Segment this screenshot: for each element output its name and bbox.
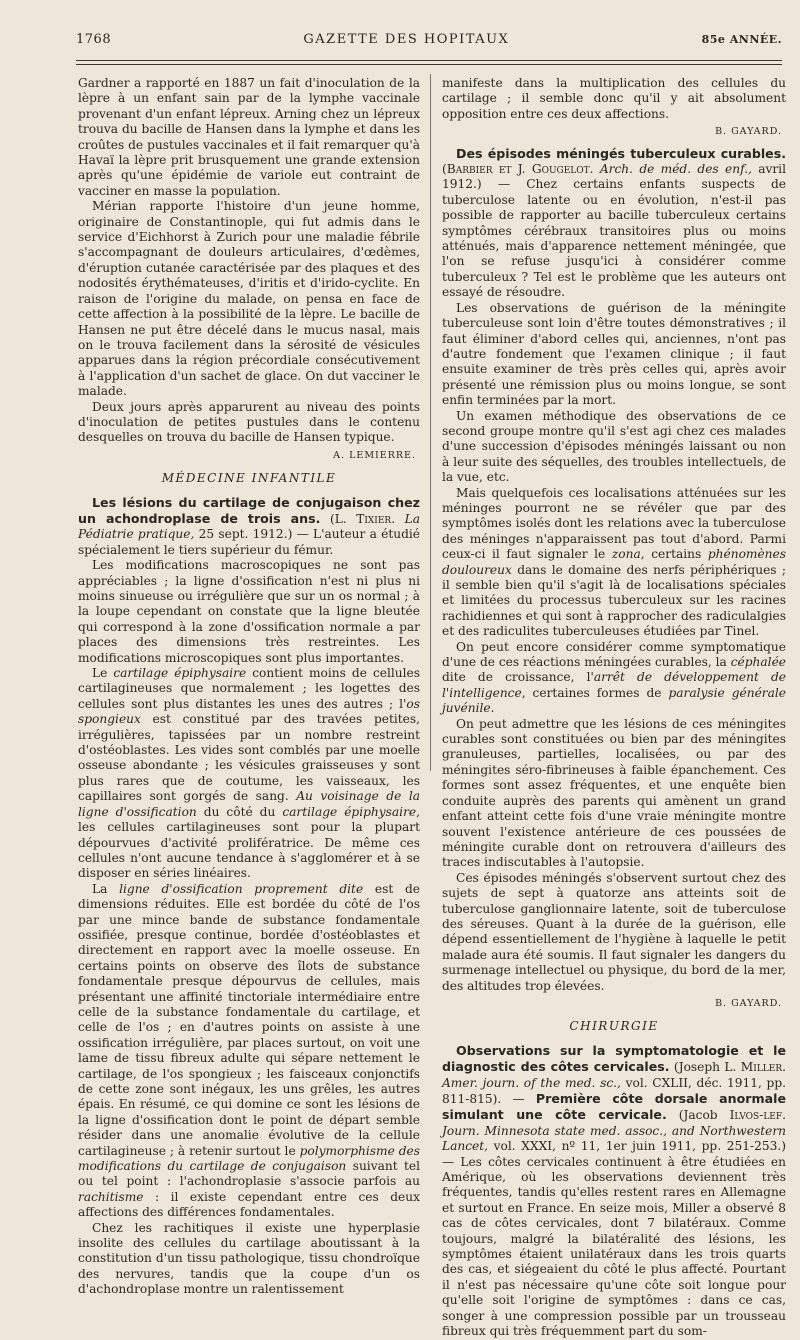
paragraph bbox=[442, 486, 786, 640]
text-run: On peut encore considérer comme symptomatique d'une de ces réactions méningées curables, la bbox=[442, 639, 786, 670]
header-rule-top bbox=[76, 60, 782, 61]
paragraph bbox=[442, 640, 786, 717]
column-divider bbox=[430, 74, 431, 771]
article-title: Première côte dorsale anormale simulant une côte cervicale. bbox=[442, 1091, 786, 1123]
text-run: dite de croissance, l' bbox=[442, 670, 594, 685]
text-run: est constitué par des travées petites, irrégulières, tapissées par un nombre restreint d'ostéoblastes. Les vides sont comblés par une moelle osseuse abondante ; les vésicules graisseuses y sont plus rares que de coutume, les vaisseaux, les capillaires sont gorgés de sang. bbox=[78, 712, 420, 804]
text-run: suivant tel ou tel point : l'achondroplasie s'associe parfois au bbox=[78, 1159, 420, 1189]
paragraph: Mérian rapporte l'histoire d'un jeune homme, originaire de Constantinople, qui fut admis dans le service d'Eichhorst à Zurich pour une maladie fébrile s'accompagnant de douleurs articulaires, d'œdèmes, d'éruption cutanée caractérisée par des plaques et des nodosités érythémateuses, d'iritis et d'irido-cyclite. En raison de l'origine du malade, on pensa en face de cette affection à la possibilité de la lèpre. Le bacille de Hansen ne put être décelé dans le mucus nasal, mais on le trouva facilement dans la sérosité de vésicules apparues dans la région précordiale consécutivement à l'application d'un sachet de glace. On dut vacciner le malade. bbox=[78, 199, 420, 399]
reference-text: 25 sept. 1912.) — L'auteur a étudié spécialement le tiers supérieur du fémur. bbox=[78, 527, 421, 557]
paragraph: On peut admettre que les lésions de ces méningites curables sont constituées ou bien par des méningites granuleuses, partielles, localisées, ou par des méningites séro-fibrineuses à faible épanchement. Ces formes sont assez fréquentes, et une enquête bien conduite auprès des parents qui amènent un grand enfant atteint cette fois d'une vraie méningite montre souvent l'existence antérieure de ces poussées de méningite curable dont on retrouvera d'ailleurs des traces indiscutables à l'autopsie. bbox=[442, 716, 786, 870]
text-run: est de dimensions réduites. Elle est bordée du côté de l'os par une mince bande de substance fondamentale ossifiée, presque continue, bordée d'ostéoblastes et directement en rapport avec la moelle osseuse. En certains points on observe des îlots de substance fondamentale presque dépourvus de cellules, mais présentant une affinité tinctoriale intermédiaire entre celle de la substance fondamentale du cartilage, et celle de l'os ; en d'autres points on assiste à une ossification irrégulière, par places surtout, on voit une lame de tissu fibreux adulte qui sépare nettement le cartilage, de l'os spongieux ; les faisceaux conjonctifs de cette zone sont inégaux, les uns grêles, les autres épais. En résumé, ce qui domine ce sont les lésions de la ligne d'ossification dont le point de départ semble résider dans une anomalie évolutive de la cellule cartilagineuse ; à retenir surtout le bbox=[78, 881, 421, 1158]
paragraph: Gardner a rapporté en 1887 un fait d'inoculation de la lèpre à un enfant sain par de la lymphe vaccinale provenant d'un enfant lépreux. Arning chez un lépreux trouva du bacille de Hansen dans la lymphe et dans les croûtes de pustules vaccinales et il fait remarquer qu'à Havaï la lèpre prit brusquement une grande extension après qu'une épidémie de variole eut contraint de vacciner en masse la population. bbox=[78, 76, 420, 198]
text-run: Mais quelquefois ces localisations atténuées sur les méninges pourront ne se révéler que par des symptômes isolés dont les relations avec la tuberculose des méninges n'apparaissent pas tout d'abord. Parmi ceux-ci il faut signaler le bbox=[442, 485, 786, 562]
author-name: Tixier bbox=[356, 511, 392, 526]
author-name: Miller bbox=[740, 1060, 783, 1075]
text-run: La bbox=[92, 881, 120, 896]
reference-text: vol. XXXI, nº 11, 1er juin 1911, pp. 251-253.) — Les côtes cervicales continuent à être étudiées en Amérique, où les observations deviennent très fréquentes, tandis qu'elles restent rares en Allemagne et surtout en France. En seize mois, Miller a observé 8 cas de côtes cervicales, dont 7 bilatéraux. Comme toujours, malgré la bilatéralité des lésions, les symptômes étaient unilatéraux dans les trois quarts des cas, et siégeaient du côté le plus affecté. Pourtant il n'est pas nécessaire qu'une côte soit longue pour qu'elle soit l'origine de symptômes : dans ce cas, songer à une compression possible par un trousseau fibreux qui très fréquemment part du som- bbox=[442, 1139, 786, 1339]
reference-text: vol. CXLII, déc. 1911, pp. 811-815). — bbox=[442, 1075, 786, 1106]
page-number: 1768 bbox=[76, 32, 112, 47]
reference-text: . bbox=[391, 511, 405, 526]
reference-text: . bbox=[782, 1060, 786, 1075]
emphasis: polymorphisme des modifications du cartilage de conjugaison bbox=[78, 1143, 420, 1174]
reference-text: . bbox=[782, 1108, 787, 1123]
text-run: . bbox=[490, 701, 495, 716]
article-title: Des épisodes méningés tuberculeux curables. bbox=[456, 145, 786, 161]
issue-label: 85e ANNÉE. bbox=[701, 33, 782, 46]
emphasis: céphalée bbox=[730, 655, 786, 670]
right-column bbox=[442, 76, 787, 1339]
journal-name: Arch. de méd. des enf., bbox=[599, 162, 752, 177]
article-intro bbox=[78, 495, 420, 559]
text-run: , certains bbox=[640, 547, 708, 562]
journal-name: Journ. Minnesota state med. assoc., and Northwestern Lancet, bbox=[442, 1123, 786, 1154]
emphasis: Au voisinage de la ligne d'ossification bbox=[78, 789, 420, 819]
author-name: Ilvos-lef bbox=[729, 1108, 783, 1123]
author-name: Barbier et J. Gougelot bbox=[446, 162, 590, 177]
paragraph bbox=[78, 882, 420, 1221]
journal-name: La Pédiatrie pratique, bbox=[78, 511, 420, 542]
journal-name: Amer. journ. of the med. sc., bbox=[442, 1075, 621, 1090]
signature: B. GAYARD. bbox=[715, 997, 782, 1009]
text-run: : il existe cependant entre ces deux affections des différences fondamentales. bbox=[78, 1189, 420, 1220]
signature: B. GAYARD. bbox=[715, 126, 782, 138]
article-title: Les lésions du cartilage de conjugaison chez un achondroplase de trois ans. bbox=[78, 494, 420, 526]
text-run: du côté du bbox=[196, 804, 283, 819]
text-run: contient moins de cellules cartilagineuses que normalement ; les logettes des cellules sont plus distantes les unes des autres ; l' bbox=[78, 666, 420, 711]
emphasis: cartilage épiphysaire bbox=[113, 666, 247, 681]
paragraph: Les modifications macroscopiques ne sont pas appréciables ; la ligne d'ossification n'est ni plus ni moins sinueuse ou irrégulière que sur un os normal ; à la loupe cependant on constate que la ligne bleutée qui correspond à la zone d'ossification normale a par places des dimensions très restreintes. Les modifications microscopiques sont plus importantes. bbox=[78, 558, 420, 665]
emphasis: cartilage épiphysaire bbox=[282, 804, 417, 819]
text-run: Le bbox=[92, 666, 114, 681]
paragraph: Un examen méthodique des observations de ce second groupe montre qu'il s'est agi chez ces malades d'une succession d'épisodes méningés laissant ou non à leur suite des séquelles, des troubles intellectuels, de la vue, etc. bbox=[442, 408, 786, 485]
signature: A. LEMIERRE. bbox=[333, 449, 416, 461]
reference-text: (L. bbox=[320, 511, 357, 526]
article-intro bbox=[442, 1043, 786, 1340]
article-title: Observations sur la symptomatologie et le diagnostic des côtes cervicales. bbox=[442, 1042, 786, 1075]
emphasis: zona bbox=[611, 547, 641, 562]
emphasis: phénomènes douloureux bbox=[442, 547, 786, 577]
running-header bbox=[76, 32, 782, 58]
emphasis: ligne d'ossification proprement dite bbox=[119, 881, 364, 896]
section-heading: MÉDECINE INFANTILE bbox=[161, 471, 337, 486]
emphasis: paralysie générale juvénile bbox=[442, 685, 786, 716]
article-intro bbox=[442, 146, 786, 301]
text-run: , certaines formes de bbox=[521, 685, 669, 700]
reference-text: . bbox=[589, 162, 600, 177]
reference-text: ( bbox=[442, 162, 447, 177]
emphasis: os spongieux bbox=[78, 696, 420, 727]
paragraph: manifeste dans la multiplication des cellules du cartilage ; il semble donc qu'il y ait absolument opposition entre ces deux affections. bbox=[442, 76, 786, 121]
paragraph: Ces épisodes méningés s'observent surtout chez des sujets de sept à quatorze ans atteints soit de tuberculose ganglionnaire latente, soit de tuberculose des séreuses. Quant à la durée de la guérison, elle dépend essentiellement de l'hygiène à laquelle le petit malade aura été soumis. Il faut signaler les dangers du surmenage intellectuel ou physique, du bord de la mer, des altitudes trop élevées. bbox=[442, 870, 786, 993]
emphasis: rachitisme bbox=[78, 1189, 144, 1204]
paragraph bbox=[78, 666, 420, 882]
paragraph: Chez les rachitiques il existe une hyperplasie insolite des cellules du cartilage aboutissant à la constitution d'un tissu pathologique, tissu chondroïque des nervures, tandis que la coupe d'un os d'achondroplase montre un ralentissement bbox=[78, 1220, 420, 1297]
paragraph: Les observations de guérison de la méningite tuberculeuse sont loin d'être toutes démonstratives ; il faut éliminer d'abord celles qui, anciennes, n'ont pas d'autre fondement que l'examen clinique ; il faut ensuite examiner de très près celles qui, après avoir présenté une rémission plus ou moins longue, se sont enfin terminées par la mort. bbox=[442, 300, 786, 408]
header-rule-bottom bbox=[76, 64, 782, 65]
text-run: dans le domaine des nerfs périphériques ; il semble bien qu'il s'agit là de localisations spéciales et limitées du processus tuberculeux sur les racines rachidiennes et qui sont à rapprocher des radiculalgies et des radiculites tuberculeuses étudiées par Tinel. bbox=[442, 562, 786, 639]
text-run: , les cellules cartilagineuses sont pour la plupart dépourvues d'activité prolifératrice. De même ces cellules n'ont aucune tendance à s'agglomérer et à se disposer en séries linéaires. bbox=[78, 804, 420, 881]
reference-text: avril 1912.) — Chez certains enfants suspects de tuberculose latente ou en évolution, n'est-il pas possible de rapporter au bacille tuberculeux certains symptômes cérébraux transitoires plus ou moins atténués, mais d'apparence nettement méningée, que l'on se refuse jusqu'ici à considérer comme tuberculeux ? Tel est le problème que les auteurs ont essayé de résoudre. bbox=[442, 162, 786, 300]
emphasis: arrêt de développement de l'intelligence bbox=[442, 670, 787, 700]
reference-text: (Jacob bbox=[666, 1108, 730, 1123]
section-heading: CHIRURGIE bbox=[569, 1019, 659, 1034]
paragraph: Deux jours après apparurent au niveau des points d'inoculation de petites pustules dans le contenu desquelles on trouva du bacille de Hansen typique. bbox=[78, 399, 420, 445]
journal-title: GAZETTE DES HOPITAUX bbox=[303, 32, 510, 47]
reference-text: (Joseph L. bbox=[669, 1060, 741, 1075]
left-column bbox=[78, 76, 421, 1297]
